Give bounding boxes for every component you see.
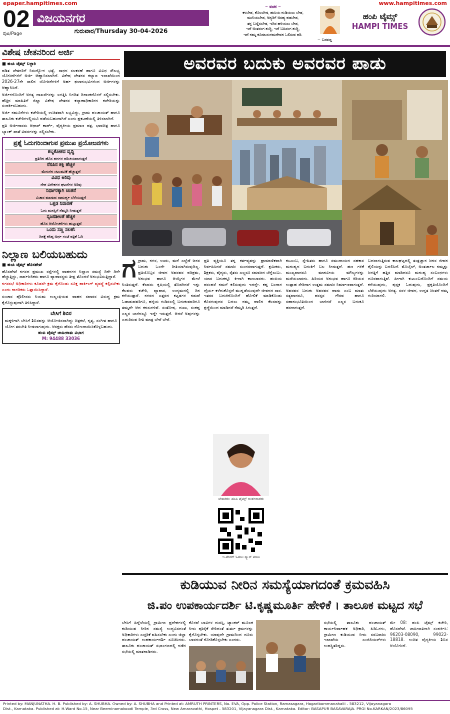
paragraph: ಹೊಸಪೇಟೆ ನಗರದ ಪ್ರಮುಖ ರಸ್ತೆಗಳಲ್ಲಿ ವಾಹನಗಳ ನಿಲ್ಲಾಣ ಸಮಸ್ಯೆ ದಿನೇ ದಿನೇ ಹೆಚ್ಚುತ್ತಿದ್ದು, ಸಾರ್ವಜನಿಕರು ಹಾಗೂ ವ್ಯಾಪಾರಸ್ಥರು ತೀವ್ರ ತೊಂದರೆ ಅನುಭವಿಸುತ್ತಿದ್ದಾರೆ.	[2, 268, 120, 280]
article-column	[368, 258, 448, 490]
notice-item-body: ವಿಚಾರ ಮಾಡುವ ಸಾಮರ್ಥ್ಯ ಬೆಳೆಯುತ್ತದೆ	[36, 194, 86, 200]
page-number-block	[3, 8, 33, 36]
quote-line: ಮುನಿಯಬೇಡ, ಅನ್ಯರಿಗೆ ಅಸಹ್ಯ ಪಡಬೇಡ,	[247, 15, 299, 20]
notice-item-body: ದಿನಕ್ಕೆ ಕನಿಷ್ಠ ಅರ್ಧ ಗಂಟೆ ಪತ್ರಿಕೆ ಓದಿ	[39, 233, 83, 239]
left-headline: ವಿಶೇಷ ಚೇತನರಿಂದ ಅರ್ಜಿ	[2, 48, 120, 60]
main-headline: ಅವರವರ ಬದುಕು ಅವರವರ ಪಾಡು	[124, 51, 446, 77]
date-line: ಗುರುವಾರ/Thursday 30-04-2026	[74, 28, 168, 35]
page-number: 02	[3, 6, 30, 33]
left-article-body	[2, 68, 120, 135]
quote-title: ~ ವಚನ ~	[264, 4, 282, 9]
paragraph: ಅರ್ಜಿ ನಮೂನೆಗಳು ಕಚೇರಿಯಲ್ಲಿ ಉಚಿತವಾಗಿ ಲಭ್ಯವಿದ್ದು, ಗ್ರಾಮ ಪಂಚಾಯತ್ ಹಾಗೂ ತಾಲೂಕು ಕಚೇರಿಗಳಲ್ಲಿಯೂ ಪಡೆಯಬಹುದಾಗಿದೆ ಎಂದು ಪ್ರಕಟಣೆಯಲ್ಲಿ ತಿಳಿಸಲಾಗಿದೆ.	[2, 110, 120, 122]
brand-block	[345, 12, 415, 42]
reading-benefits-box	[2, 137, 120, 242]
edition-title: ವಿಜಯನಗರ	[33, 10, 209, 26]
article-column	[122, 258, 200, 490]
notice-item-head: ವಿವಿಧ ಅರಿವು	[51, 175, 71, 181]
author-portrait	[213, 434, 269, 506]
saint-portrait-icon	[320, 6, 340, 34]
vachana-quote	[214, 4, 332, 44]
article-column	[286, 258, 364, 490]
left-headline-2: ನಿಲ್ಲಾಣ ಬಲಿಯಬಹುದು	[2, 247, 88, 261]
bottom-headline	[122, 573, 448, 617]
summer-camp-box	[2, 308, 120, 344]
qr-caption: ಇ-ಪೇಪರ್ ಓದಲು ಸ್ಕ್ಯಾನ್ ಮಾಡಿ	[222, 555, 260, 559]
bottom-article-column: ಕೊಳವೆ ಬಾವಿಗಳ ದುರಸ್ತಿ, ಟ್ಯಾಂಕರ್ ಮೂಲಕ ನೀರು ಪೂರೈಕೆ ಸೇರಿದಂತೆ ತುರ್ತು ಕ್ರಮಗಳನ್ನು ಕೈಗೊಳ್ಳಬೇಕು. ಯಾವುದೇ ಗ್ರಾಮದಿಂದ ದೂರು ಬಾರದಂತೆ ನೋಡಿಕೊಳ್ಳಬೇಕು ಎಂದರು.	[189, 620, 253, 643]
contact-name: ಹಂಪಿ ಟೈಮ್ಸ್ ಜಾಹೀರಾತು ವಿಭಾಗ	[38, 329, 84, 335]
notice-item	[5, 149, 117, 161]
left-column	[2, 48, 120, 703]
column-text: ಬದಲಾಗುತ್ತಿರುವ ಕಾಲಘಟ್ಟದಲ್ಲಿ ತಂತ್ರಜ್ಞಾನ ಜನರ ಜೀವನ ಶೈಲಿಯನ್ನು ಬದಲಿಸಿದೆ. ಮೊಬೈಲ್, ಅಂತರ್ಜಾಲ ನಮ್ಮನ್ನು ಜಗತ್ತಿಗೆ ಹತ್ತಿರ ಮಾಡಿದರೂ ಮನುಷ್ಯ ಸಂಬಂಧಗಳು ದೂರವಾಗುತ್ತಿವೆ. ಹೀಗಾಗಿ ಕುಟುಂಬದೊಂದಿಗೆ ಸಮಯ ಕಳೆಯುವುದು, ಪುಸ್ತಕ ಓದುವುದು, ಪ್ರಕೃತಿಯೊಂದಿಗೆ ಬೆರೆಯುವುದು ಅಗತ್ಯ. ಸರಳ ಜೀವನ, ಉನ್ನತ ಚಿಂತನೆ ನಮ್ಮ ಗುರಿಯಾಗಲಿ.	[368, 258, 448, 299]
imprint-line: Printed by: MANJUNATHA. H. B. Published by: A. SHUBHA. Owned by: A. SHUBHA and Printed at: AMRUTH PRINTERS, No. EVA, Opp. Police Station, Ramasagara, Hagaribommanahalli - 583212, Vijayanagara	[3, 701, 392, 706]
meeting-photo	[189, 646, 253, 690]
box-title: ಬೇಸಿಗೆ ಶಿಬಿರ	[50, 311, 72, 318]
notice-item	[5, 188, 117, 200]
notice-item	[5, 227, 117, 239]
paragraph: ಅರ್ಜಿಗಳೊಂದಿಗೆ ಅಗತ್ಯ ದಾಖಲೆಗಳನ್ನು ಲಗತ್ತಿಸಿ ನಿಗದಿತ ದಿನಾಂಕದೊಳಗೆ ಸಲ್ಲಿಸಬೇಕು. ಹೆಚ್ಚಿನ ಮಾಹಿತಿಗೆ ಜಿಲ್ಲಾ ವಿಶೇಷ ಚೇತನರ ಕಲ್ಯಾಣಾಧಿಕಾರಿಗಳ ಕಚೇರಿಯನ್ನು ಸಂಪರ್ಕಿಸಬಹುದು.	[2, 91, 120, 109]
notice-item-head: ಒತ್ತಡ ನಿವಾರಣೆ	[49, 201, 73, 207]
website-url[interactable]: www.hampitimes.com	[378, 1, 447, 7]
notice-item-head: ನೆನಪಿನ ಶಕ್ತಿ ಹೆಚ್ಚಳ	[47, 162, 75, 168]
left-byline-2: ■ ಹಂಪಿ ಟೈಮ್ಸ್ ಹೊಸಪೇಟೆ	[2, 261, 42, 267]
author-photo	[213, 434, 269, 496]
drop-cap: ಗ	[122, 258, 137, 284]
masthead-divider	[0, 45, 450, 47]
imprint-line: Dist., Karnataka. Published at: H.Ward No.15, Near Beeminamakoodi Temple, 3rd Cross, New Amaravathi, Hospet - 583201, Vijayanagara Dist., Karnataka. Editor: BASAPUR BASAVARAJA. PRGI No.KARKAN/2023/86095	[3, 705, 413, 711]
contact-phone[interactable]: M: 94488 33036	[42, 335, 80, 341]
column-text: ಪ್ರತಿ ವ್ಯಕ್ತಿಯೂ ತನ್ನ ಕರ್ತವ್ಯವನ್ನು ಪ್ರಾಮಾಣಿಕವಾಗಿ ನಿರ್ವಹಿಸಿದರೆ ಸಮಾಜ ಸುಂದರವಾಗುತ್ತದೆ. ಶ್ರಮಿಕರು, ಶಿಕ್ಷಕರು, ವೈದ್ಯರು, ರೈತರು ಎಲ್ಲರೂ ಸಮಾಜದ ಬೆನ್ನೆಲುಬು. ಯಾರ ಬದುಕನ್ನೂ ಕೀಳಾಗಿ ಕಾಣಬಾರದು. ಹಂಪಿಯ ಪರಂಪರೆ ನಮಗೆ ಕಲಿಸುವುದು ಇದನ್ನೇ. ಕಷ್ಟ ಬಂದಾಗ ಧೈರ್ಯ ಕಳೆದುಕೊಳ್ಳದೆ ಮುನ್ನಡೆಯುವುದೇ ಜೀವನದ ಸಾರ. ಇತರರ ಬದುಕಿನೊಂದಿಗೆ ಹೋಲಿಕೆ ಮಾಡಿಕೊಂಡು ಕೊರಗುವುದರ ಬದಲು ನಮ್ಮ ಪಾಲಿನ ಕೆಲಸವನ್ನು ಶ್ರದ್ಧೆಯಿಂದ ಮಾಡಿದರೆ ನೆಮ್ಮದಿ ಸಿಗುತ್ತದೆ.	[204, 258, 282, 311]
paragraph: ಸಂಚಾರ ಪೊಲೀಸರು ನಿಯಮ ಉಲ್ಲಂಘಿಸುವ ವಾಹನ ಸವಾರರ ವಿರುದ್ಧ ಕ್ರಮ ಕೈಗೊಳ್ಳುವುದಾಗಿ ತಿಳಿಸಿದ್ದಾರೆ.	[2, 293, 120, 305]
notice-item-body: ಮೆದುಳಿನ ಚಟುವಟಿಕೆ ಹೆಚ್ಚುತ್ತದೆ	[41, 168, 81, 174]
paragraph: ಪ್ರತಿ ಅರ್ಜಿದಾರರು ಆಧಾರ್ ಕಾರ್ಡ್, ವೈದ್ಯಕೀಯ ಪ್ರಮಾಣ ಪತ್ರ, ಭಾವಚಿತ್ರ ಹಾಗೂ ಬ್ಯಾಂಕ್ ಖಾತೆ ವಿವರಗಳನ್ನು ಸಲ್ಲಿಸಬೇಕು.	[2, 122, 120, 134]
notice-item-head: ನಿರ್ಧಾರಕ್ಕಾಗಿ ಚಿಂತನೆ	[46, 188, 76, 194]
notice-item	[5, 214, 117, 226]
notice-item	[5, 162, 117, 174]
quote-author: ~ ಬಸವಣ್ಣ	[317, 37, 332, 42]
collage-photo	[122, 80, 448, 256]
column-text: ಕುಟುಂಬ, ಸ್ನೇಹಿತರು ಹಾಗೂ ಸಮುದಾಯದ ಸಹಕಾರ ಮನುಷ್ಯನ ಬದುಕಿಗೆ ಬಲ ನೀಡುತ್ತದೆ. ಹಣ ಗಳಿಕೆ ಮುಖ್ಯವಾದರೂ ಮಾನವೀಯ ಮೌಲ್ಯಗಳನ್ನು ಮರೆಯಬಾರದು. ಹಿರಿಯರ ಅನುಭವ ಹಾಗೂ ಕಿರಿಯರ ಉತ್ಸಾಹ ಸೇರಿದಾಗ ಉತ್ತಮ ಸಮಾಜ ನಿರ್ಮಾಣವಾಗುತ್ತದೆ. ಅವರವರ ಬದುಕು ಅವರವರ ಪಾಡು ಎಂಬ ಮಾತು ಸತ್ಯವಾದರೂ, ಪರಸ್ಪರ ಗೌರವ ಹಾಗೂ ಸಹಾನುಭೂತಿಯಿಂದ ಬಾಳಿದರೆ ಎಲ್ಲರ ಬದುಕೂ ಹಸನಾಗುತ್ತದೆ.	[286, 258, 364, 311]
quote-line: ತನ್ನ ಬಣ್ಣಿಸಬೇಡ, ಇದಿರ ಹಳಿಯಲು ಬೇಡ,	[247, 20, 299, 26]
notice-title: ಪ್ರಶ್ನೆ ಓದುಗರಿಂದಾಗುವ ಪ್ರಮುಖ ಪ್ರಯೋಜನಗಳು	[13, 140, 109, 148]
bottom-headline-line-2: ಜಿ.ಪಂ ಉಪಕಾರ್ಯದರ್ಶಿ ಟಿ.ಕೃಷ್ಣಮೂರ್ತಿ ಹೇಳಿಕೆ । ತಾಲೂಕ ಮಟ್ಟದ ಸಭೆ	[147, 598, 423, 612]
notice-item-body: ಓದು ಮನಸ್ಸಿಗೆ ನೆಮ್ಮದಿ ನೀಡುತ್ತದೆ	[40, 207, 82, 213]
quote-line: ಇದೆ ನಮ್ಮ ಕೂಡಲಸಂಗಮದೇವನ ಒಲಿಸುವ ಪರಿ.	[243, 31, 303, 37]
paragraph: ನಗರಸಭೆ ಅಧಿಕಾರಿಗಳು ಕೂಡಲೇ ಕ್ರಮ ಕೈಗೊಂಡು ಸೂಕ್ತ ಪಾರ್ಕಿಂಗ್ ವ್ಯವಸ್ಥೆ ಕಲ್ಪಿಸಬೇಕು ಎಂದು ನಾಗರಿಕರು ಒತ್ತಾಯಿಸಿದ್ದಾರೆ.	[2, 281, 120, 292]
bottom-article-column: ಸಭೆಯಲ್ಲಿ ತಾಲೂಕು ಪಂಚಾಯತ್ ಕಾರ್ಯನಿರ್ವಾಹಕ ಅಧಿಕಾರಿ, ಪಿಡಿಒಗಳು, ಗ್ರಾಮೀಣ ಕುಡಿಯುವ ನೀರು ಸರಬರಾಜು ಇಲಾಖೆಯ ಎಂಜಿನಿಯರ್‌ಗಳು ಉಪಸ್ಥಿತರಿದ್ದರು.	[324, 620, 386, 649]
page-label: ಪುಟ/Page	[3, 32, 23, 37]
article-column	[204, 258, 282, 432]
notice-item-head: ಒಂದು ಸಣ್ಣ ಸಲಹೆ:	[46, 227, 76, 233]
column-text: ಗ್ರಾಮ, ನಗರ, ಊರು, ಮನೆ ಎಲ್ಲೆಡೆ ಜನರ ಬದುಕು ಒಂದೇ ರೀತಿಯಾಗಿರುವುದಿಲ್ಲ. ಪ್ರತಿಯೊಬ್ಬರ ಜೀವನ ಅವರವರ ಪರಿಶ್ರಮ, ಅನುಭವ ಹಾಗೂ ಆಯ್ಕೆಗಳ ಮೇಲೆ ನಿಂತಿರುತ್ತದೆ. ಕೆಲವರು ಕೃಷಿಯಲ್ಲಿ ತೊಡಗಿದರೆ ಇನ್ನು ಕೆಲವರು ಕಚೇರಿ, ವ್ಯಾಪಾರ, ಉದ್ಯಮದಲ್ಲಿ ದಿನ ಕಳೆಯುತ್ತಾರೆ. ನಗರದ ಎತ್ತರದ ಕಟ್ಟಡಗಳ ನಡುವೆ ಓಡಾಡುವವರಿಗೂ, ಹಳ್ಳಿಯ ಗುಡಿಸಲಲ್ಲಿ ಬದುಕುವವರಿಗೂ ತಮ್ಮದೇ ಆದ ಕನಸುಗಳಿವೆ. ಸಂತೋಷ, ದುಃಖ, ಸಂಕಷ್ಟ ಎಲ್ಲರ ಬಾಳಿನಲ್ಲೂ ಇದ್ದೇ ಇರುತ್ತದೆ. ಆದರೆ ಅವುಗಳನ್ನು ಎದುರಿಸುವ ರೀತಿ ಮಾತ್ರ ಬೇರೆ ಬೇರೆ.	[122, 258, 200, 323]
bottom-article-column: ಮೇ 08: ಹಂಪಿ ಟೈಮ್ಸ್ ಕಚೇರಿ, ಹೊಸಪೇಟೆ. ಜಾಹೀರಾತಿಗಾಗಿ ಸಂಪರ್ಕಿಸಿ: 96203-08090, 99022-18818. ಉಚಿತ ವೈದ್ಯಕೀಯ ಶಿಬಿರ ಆಯೋಜನೆ.	[390, 620, 448, 649]
notice-item-body: ದೇಶ ವಿದೇಶಗಳ ಘಟನೆಗಳ ಅರಿವು	[40, 181, 82, 187]
brand-kannada: ಹಂಪಿ ಟೈಮ್ಸ್	[362, 12, 398, 21]
quote-line: ಇದೆ ಅಂತರಂಗ ಶುದ್ಧಿ, ಇದೆ ಬಹಿರಂಗ ಶುದ್ಧಿ,	[246, 26, 300, 31]
imprint-footer	[0, 700, 450, 714]
paragraph: ಪಡಿತ ಚೇತನರಿಗೆ ನಿರುದ್ಯೋಗ ಭತ್ಯೆ, ಸಾಧನ ಸಲಕರಣೆ ಹಾಗೂ ವಿವಿಧ ಸೌಲಭ್ಯ ಯೋಜನೆಗಳಿಗೆ ಅರ್ಜಿ ಆಹ್ವಾನಿಸಲಾಗಿದೆ. ವಿಶೇಷ ಚೇತನರ ಕಲ್ಯಾಣ ಇಲಾಖೆಯಿಂದ 2026-27ನೇ ಸಾಲಿನ ಯೋಜನೆಗಳಿಗೆ ಅರ್ಹ ಫಲಾನುಭವಿಗಳಿಂದ ಅರ್ಜಿಗಳನ್ನು ಆಹ್ವಾನಿಸಿದೆ.	[2, 67, 120, 91]
hampi-times-logo-icon	[418, 8, 446, 36]
bottom-article-column: ಬೇಸಿಗೆ ಹಿನ್ನೆಲೆಯಲ್ಲಿ ಗ್ರಾಮೀಣ ಪ್ರದೇಶಗಳಲ್ಲಿ ಕುಡಿಯುವ ನೀರಿನ ಸಮಸ್ಯೆ ಉದ್ಭವಿಸದಂತೆ ಅಧಿಕಾರಿಗಳು ಎಚ್ಚರಿಕೆ ವಹಿಸಬೇಕು ಎಂದು ಜಿಲ್ಲಾ ಪಂಚಾಯತ್ ಉಪಕಾರ್ಯದರ್ಶಿ ಸೂಚಿಸಿದರು. ತಾಲೂಕು ಪಂಚಾಯತ್ ಸಭಾಂಗಣದಲ್ಲಿ ನಡೆದ ಸಭೆಯಲ್ಲಿ ಮಾತನಾಡಿದರು.	[122, 620, 186, 654]
quote-line: ಕಳಬೇಡ, ಕೊಲಬೇಡ, ಹುಸಿಯ ನುಡಿಯಲು ಬೇಡ,	[242, 9, 304, 15]
notice-item-head: ಶಬ್ದಕೋಶದ ವೃದ್ಧಿ	[47, 149, 75, 155]
meeting-photo-2	[256, 620, 320, 690]
main-article-body	[122, 258, 448, 490]
portrait-caption: ಲೇಖಕರು: ಹಂಪಿ ಟೈಮ್ಸ್ ಅಂಕಣಕಾರರು	[218, 497, 264, 502]
brand-english: HAMPI TIMES	[351, 22, 409, 31]
notice-item	[5, 175, 117, 187]
notice-item	[5, 201, 117, 213]
epaper-url[interactable]: epaper.hampitimes.com	[3, 1, 78, 7]
left-byline: ■ ಹಂಪಿ ಟೈಮ್ಸ್ ಬಳ್ಳಾರಿ	[2, 61, 36, 66]
notice-item-body: ಪ್ರತಿದಿನ ಹೊಸ ಪದಗಳ ಪರಿಚಯವಾಗುತ್ತದೆ	[34, 155, 88, 161]
left-article-body-2	[2, 269, 120, 306]
notice-item-head: ಸೃಜನಶೀಲತೆ ಹೆಚ್ಚಳ	[46, 214, 76, 220]
bottom-headline-line-1: ಕುಡಿಯುವ ನೀರಿನ ಸಮಸ್ಯೆಯಾಗದಂತೆ ಕ್ರಮವಹಿಸಿ	[180, 577, 390, 593]
box-text: ಮಕ್ಕಳಿಗಾಗಿ ಬೇಸಿಗೆ ಶಿಬಿರವನ್ನು ಆಯೋಜಿಸಲಾಗಿದ್ದು ಚಿತ್ರಕಲೆ, ನೃತ್ಯ, ಸಂಗೀತ ಹಾಗೂ ಯೋಗ ತರಬೇತಿ ನೀಡಲಾಗುವುದು. ಆಸಕ್ತರು ಹೆಸರು ನೋಂದಾಯಿಸಿಕೊಳ್ಳಬಹುದು.	[5, 318, 117, 329]
qr-code-icon[interactable]	[218, 508, 264, 554]
notice-item-body: ಹೊಸ ಆಲೋಚನೆಗಳು ಹುಟ್ಟುತ್ತವೆ	[40, 220, 82, 226]
